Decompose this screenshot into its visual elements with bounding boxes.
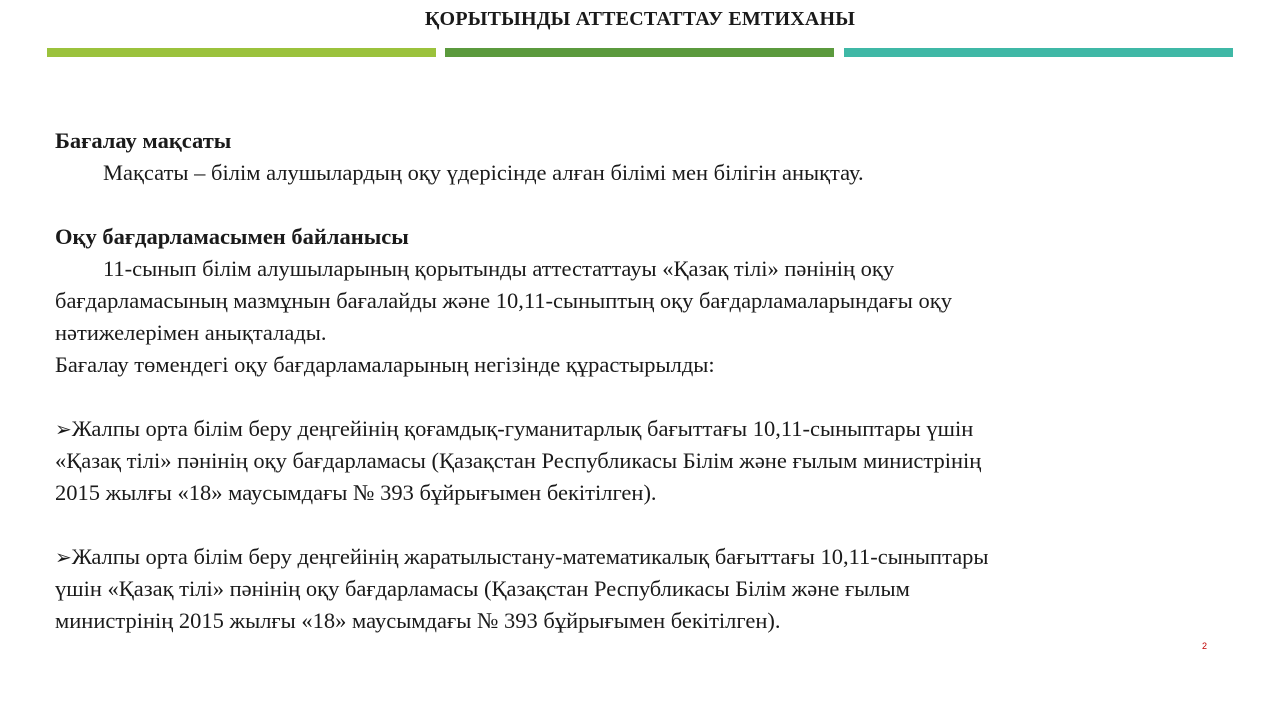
arrow-bullet-icon: ➢ xyxy=(55,545,72,569)
page-number: 2 xyxy=(1202,641,1208,651)
header-bar-teal xyxy=(844,48,1233,57)
bullet-2-line-1 xyxy=(55,541,1225,573)
link-paragraph-2: Бағалау төмендегі оқу бағдарламаларының негізінде құрастырылды: xyxy=(55,352,715,377)
bullet-1-line-1 xyxy=(55,413,1225,445)
bullet-2-text-line-1: Жалпы орта білім беру деңгейінің жаратылыстану-математикалық бағыттағы 10,11-сыныптары xyxy=(71,544,989,569)
bullet-item-1 xyxy=(55,413,1225,509)
bullet-1-text-line-1: Жалпы орта білім беру деңгейінің қоғамдық-гуманитарлық бағыттағы 10,11-сыныптары үшін xyxy=(71,416,974,441)
link-paragraph-line-3: нәтижелерімен анықталады. xyxy=(55,320,327,345)
bullet-2-line-3: министрінің 2015 жылғы «18» маусымдағы № 393 бұйрығымен бекітілген). xyxy=(55,608,781,633)
spacer xyxy=(55,381,1225,413)
header-bar-green xyxy=(445,48,834,57)
slide-body xyxy=(55,125,1225,637)
header-bar-light-green xyxy=(47,48,436,57)
goal-heading: Бағалау мақсаты xyxy=(55,128,232,153)
spacer xyxy=(55,189,1225,221)
bullet-1-line-2: «Қазақ тілі» пәнінің оқу бағдарламасы (Қазақстан Республикасы Білім және ғылым министрінің xyxy=(55,448,982,473)
bullet-1-line-3: 2015 жылғы «18» маусымдағы № 393 бұйрығымен бекітілген). xyxy=(55,480,657,505)
bullet-2-line-2: үшін «Қазақ тілі» пәнінің оқу бағдарламасы (Қазақстан Республикасы Білім және ғылым xyxy=(55,576,910,601)
link-paragraph-line-2: бағдарламасының мазмұнын бағалайды және 10,11-сыныптың оқу бағдарламаларындағы оқу xyxy=(55,288,952,313)
spacer xyxy=(55,509,1225,541)
link-paragraph-line-1: 11-сынып білім алушыларының қорытынды аттестаттауы «Қазақ тілі» пәнінің оқу xyxy=(103,256,895,281)
goal-text: Мақсаты – білім алушылардың оқу үдерісінде алған білімі мен білігін анықтау. xyxy=(103,160,864,185)
arrow-bullet-icon: ➢ xyxy=(55,417,72,441)
bullet-item-2 xyxy=(55,541,1225,637)
link-heading: Оқу бағдарламасымен байланысы xyxy=(55,224,409,249)
slide-title: ҚОРЫТЫНДЫ АТТЕСТАТТАУ ЕМТИХАНЫ xyxy=(424,8,856,30)
